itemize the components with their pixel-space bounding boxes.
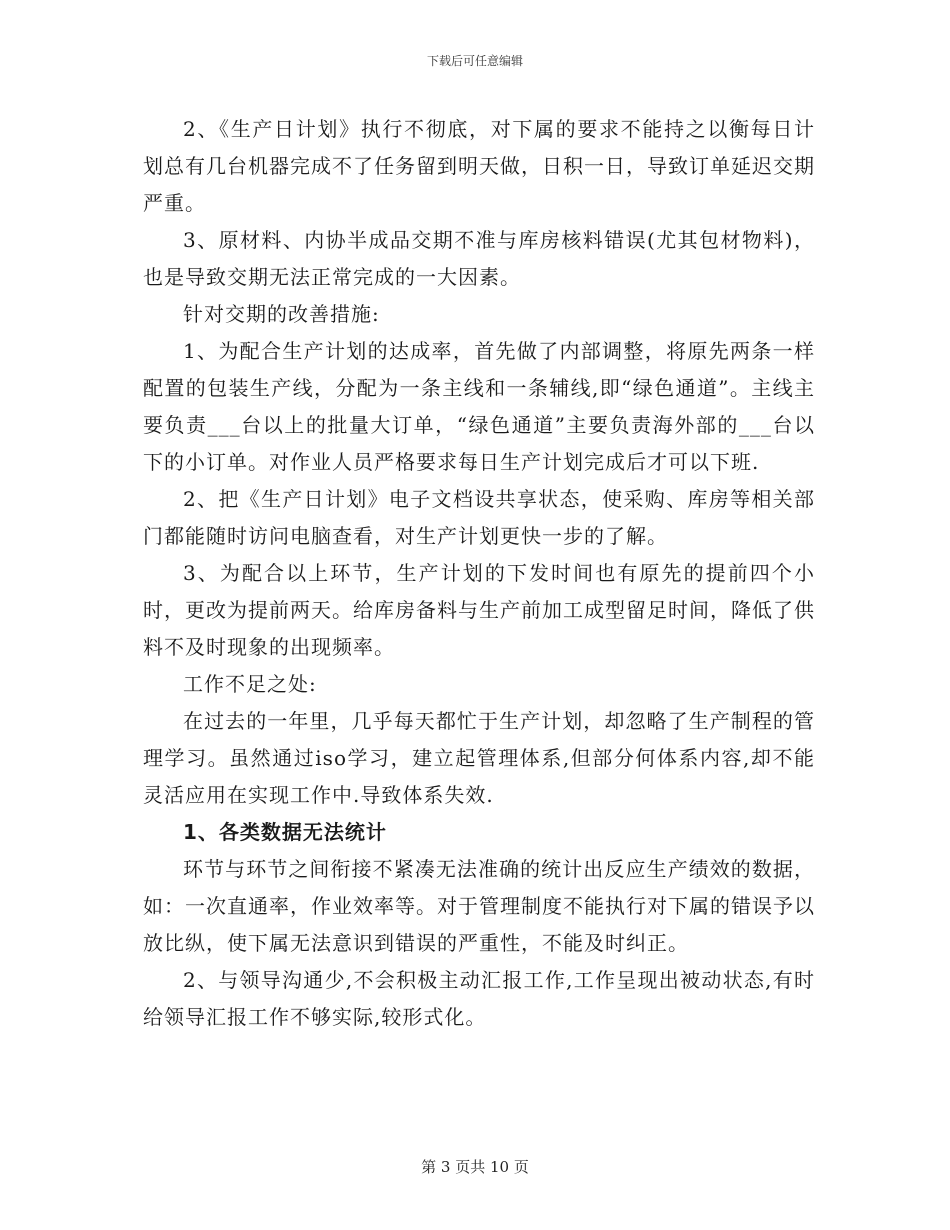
paragraph-shortcomings-intro: 工作不足之处: (183, 672, 317, 696)
document-body (143, 111, 815, 1036)
paragraph-production-line: 1、为配合生产计划的达成率，首先做了内部调整，将原先两条一样配置的包装生产线，分配为一条主线和一条辅线,即“绿色通道”。主线主要负责___台以上的批量大订单，“绿色通道”主要负责海外部的___台以下的小订单。对作业人员严格要求每日生产计划完成后才可以下班. (143, 339, 815, 474)
paragraph-past-year: 在过去的一年里，几乎每天都忙于生产计划，却忽略了生产制程的管理学习。虽然通过iso学习，建立起管理体系,但部分何体系内容,却不能灵活应用在实现工作中.导致体系失效. (143, 709, 815, 807)
paragraph-issue-time: 3、为配合以上环节，生产计划的下发时间也有原先的提前四个小时，更改为提前两天。给库房备料与生产前加工成型留足时间，降低了供料不及时现象的出现频率。 (143, 561, 815, 659)
paragraph-improvement-intro: 针对交期的改善措施: (183, 302, 380, 326)
paragraph-communication: 2、与领导沟通少,不会积极主动汇报工作,工作呈现出被动状态,有时给领导汇报工作不够实际,较形式化。 (143, 968, 815, 1029)
section-heading-data-statistics: 1、各类数据无法统计 (183, 820, 387, 844)
page-header: 下载后可任意编辑 (426, 54, 523, 68)
paragraph-schedule-execution: 2、《生产日计划》执行不彻底，对下属的要求不能持之以衡每日计划总有几台机器完成不了任务留到明天做，日积一日，导致订单延迟交期严重。 (143, 117, 815, 215)
paragraph-material-delivery: 3、原材料、内协半成品交期不准与库房核料错误(尤其包材物料)，也是导致交期无法正常完成的一大因素。 (143, 228, 815, 289)
paragraph-shared-document: 2、把《生产日计划》电子文档设共享状态，使采购、库房等相关部门都能随时访问电脑查看，对生产计划更快一步的了解。 (143, 487, 815, 548)
page-footer: 第 3 页共 10 页 (421, 1158, 529, 1176)
paragraph-data-statistics: 环节与环节之间衔接不紧凑无法准确的统计出反应生产绩效的数据，如：一次直通率，作业效率等。对于管理制度不能执行对下属的错误予以放比纵，使下属无法意识到错误的严重性，不能及时纠正。 (143, 857, 815, 955)
